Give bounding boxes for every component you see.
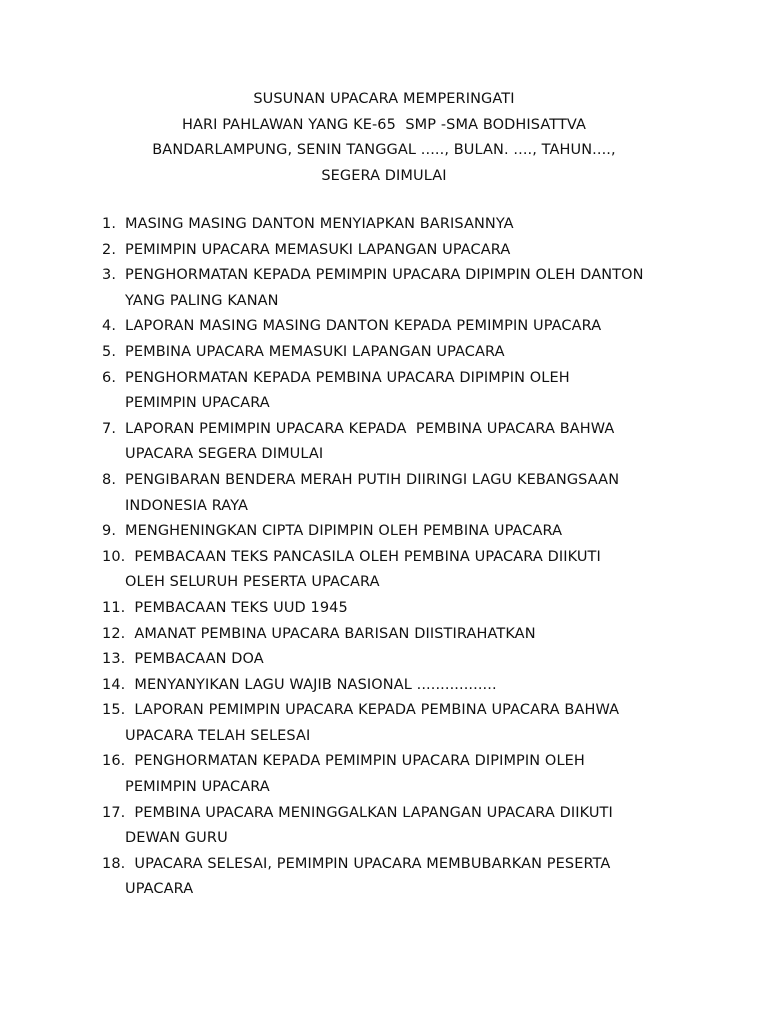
step-text-line: PENGHORMATAN KEPADA PEMIMPIN UPACARA DIPIMPIN OLEH: [125, 753, 585, 770]
list-item: [102, 468, 702, 519]
step-text-line: PENGHORMATAN KEPADA PEMIMPIN UPACARA DIPIMPIN OLEH DANTON: [125, 267, 644, 284]
step-number: 14.: [102, 676, 126, 693]
list-item: [102, 263, 702, 314]
list-item: [102, 698, 702, 749]
step-number: 18.: [102, 855, 126, 872]
list-item: [102, 673, 702, 699]
list-item: [102, 545, 702, 596]
list-item: [102, 366, 702, 417]
step-text-line: MENYANYIKAN LAGU WAJIB NASIONAL .................: [125, 676, 497, 693]
step-text-line: PEMIMPIN UPACARA: [125, 395, 270, 412]
step-number: 12.: [102, 625, 126, 642]
step-number: 10.: [102, 548, 126, 565]
step-number: 8.: [102, 471, 117, 488]
list-item: [102, 852, 702, 903]
step-number: 9.: [102, 523, 117, 540]
step-number: 4.: [102, 318, 117, 335]
step-number: 16.: [102, 753, 126, 770]
step-number: 7.: [102, 420, 117, 437]
step-number: 3.: [102, 267, 117, 284]
step-number: 5.: [102, 343, 117, 360]
step-text-line: MASING MASING DANTON MENYIAPKAN BARISANNYA: [125, 216, 514, 232]
step-text-line: DEWAN GURU: [125, 830, 228, 847]
title-line-3: BANDARLAMPUNG, SENIN TANGGAL ....., BULAN. ...., TAHUN....,: [152, 142, 616, 159]
step-number: 1.: [102, 216, 117, 232]
list-item: [102, 801, 702, 852]
step-number: 15.: [102, 702, 126, 719]
step-number: 6.: [102, 369, 117, 386]
title-line-1: SUSUNAN UPACARA MEMPERINGATI: [253, 91, 515, 107]
step-text-line: PEMBINA UPACARA MENINGGALKAN LAPANGAN UPACARA DIIKUTI: [125, 804, 613, 821]
list-item: [102, 340, 702, 366]
document-title: [0, 87, 768, 189]
list-item: [102, 749, 702, 800]
list-item: [102, 238, 702, 264]
step-text-line: INDONESIA RAYA: [125, 497, 249, 514]
ceremony-steps-list: [102, 212, 702, 903]
list-item: [102, 212, 702, 238]
title-line-4: SEGERA DIMULAI: [321, 167, 447, 184]
step-number: 11.: [102, 599, 126, 616]
list-item: [102, 417, 702, 468]
step-text-line: PENGHORMATAN KEPADA PEMBINA UPACARA DIPIMPIN OLEH: [125, 369, 570, 386]
list-item: [102, 596, 702, 622]
list-item: [102, 519, 702, 545]
step-number: 2.: [102, 241, 117, 258]
step-text-line: PEMBACAAN DOA: [125, 651, 264, 668]
step-text-line: UPACARA SEGERA DIMULAI: [125, 446, 324, 463]
step-number: 17.: [102, 804, 126, 821]
title-line-2: HARI PAHLAWAN YANG KE-65 SMP -SMA BODHISATTVA: [181, 116, 587, 133]
step-text-line: AMANAT PEMBINA UPACARA BARISAN DIISTIRAHATKAN: [125, 625, 536, 642]
step-text-line: LAPORAN MASING MASING DANTON KEPADA PEMIMPIN UPACARA: [125, 318, 602, 335]
step-text-line: PEMBACAAN TEKS PANCASILA OLEH PEMBINA UPACARA DIIKUTI: [125, 548, 601, 565]
step-text-line: PENGIBARAN BENDERA MERAH PUTIH DIIRINGI LAGU KEBANGSAAN: [125, 471, 620, 488]
list-item: [102, 314, 702, 340]
step-text-line: PEMBACAAN TEKS UUD 1945: [125, 599, 348, 616]
step-text-line: MENGHENINGKAN CIPTA DIPIMPIN OLEH PEMBINA UPACARA: [125, 523, 563, 540]
list-item: [102, 647, 702, 673]
list-item: [102, 622, 702, 648]
step-text-line: YANG PALING KANAN: [125, 292, 279, 309]
step-text-line: LAPORAN PEMIMPIN UPACARA KEPADA PEMBINA UPACARA BAHWA: [125, 702, 620, 719]
step-text-line: PEMIMPIN UPACARA: [125, 779, 270, 796]
step-text-line: UPACARA TELAH SELESAI: [125, 727, 311, 744]
step-text-line: OLEH SELURUH PESERTA UPACARA: [125, 574, 380, 591]
step-text-line: UPACARA SELESAI, PEMIMPIN UPACARA MEMBUBARKAN PESERTA: [125, 855, 611, 872]
step-text-line: PEMIMPIN UPACARA MEMASUKI LAPANGAN UPACARA: [125, 241, 511, 258]
step-number: 13.: [102, 651, 126, 668]
step-text-line: UPACARA: [125, 881, 194, 898]
step-text-line: PEMBINA UPACARA MEMASUKI LAPANGAN UPACARA: [125, 343, 505, 360]
step-text-line: LAPORAN PEMIMPIN UPACARA KEPADA PEMBINA UPACARA BAHWA: [125, 420, 615, 437]
